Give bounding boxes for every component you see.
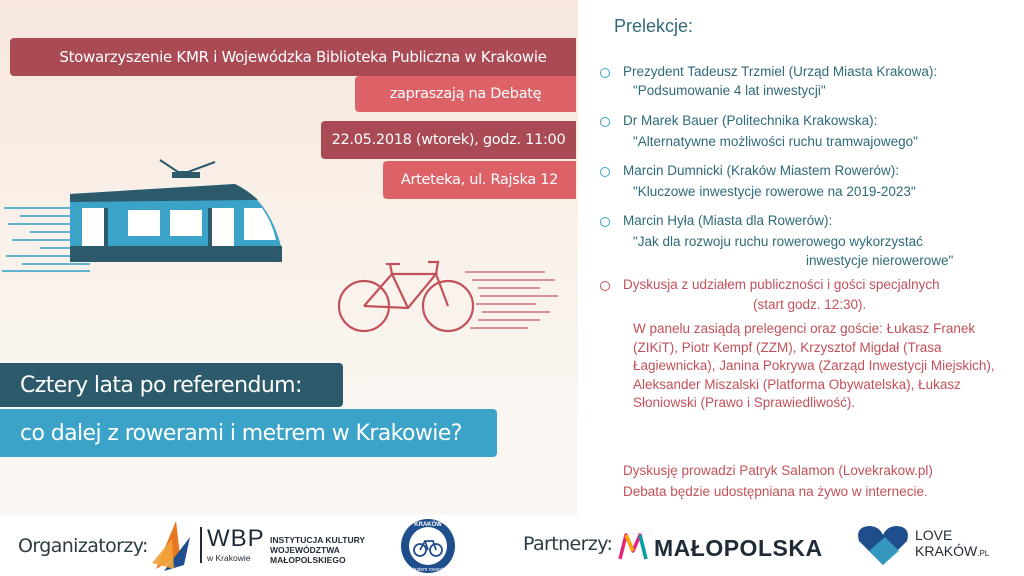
bullet-icon <box>600 117 610 127</box>
lovekrakow-line-1: LOVE <box>915 527 953 543</box>
kmr-bottom-text: miastem rowerów <box>408 567 448 573</box>
bullet-icon <box>600 167 610 177</box>
lovekrakow-suffix: .PL <box>977 549 990 558</box>
bullet-icon <box>600 68 610 78</box>
organizers-text: Stowarzyszenie KMR i Wojewódzka Biblioteka Publiczna w Krakowie <box>59 48 547 66</box>
lecture-speaker: Dr Marek Bauer (Politechnika Krakowska): <box>623 113 878 128</box>
question-line-2-text: co dalej z rowerami i metrem w Krakowie? <box>20 420 462 446</box>
invite-ribbon <box>355 76 576 112</box>
bullet-icon <box>600 217 610 227</box>
datetime-text: 22.05.2018 (wtorek), godz. 11:00 <box>331 132 566 148</box>
lovekrakow-line-2: KRAKÓW <box>915 543 978 559</box>
datetime-ribbon <box>321 121 576 159</box>
organizers-label: Organizatorzy: <box>18 535 148 557</box>
moderator-info <box>623 460 1023 502</box>
question-line-2 <box>0 409 497 457</box>
footer <box>0 515 1024 576</box>
discussion-line-2: (start godz. 12:30). <box>753 297 867 312</box>
organizers-ribbon <box>10 38 576 76</box>
bicycle-icon <box>300 250 560 340</box>
lecture-topic: "Kluczowe inwestycje rowerowe na 2019-2023" <box>633 184 916 199</box>
institution-text <box>270 535 365 565</box>
bullet-icon <box>600 281 610 291</box>
panel-guests: W panelu zasiądą prelegenci oraz goście: Łukasz Franek (ZIKiT), Piotr Kempf (ZZM), Krzysztof Migdał (Trasa Łagiewnicka), Janina Pokrywa (Zarząd Inwestycji Miejskich), Aleksander Miszalski (Platforma Obywatelska), Łukasz Słoniowski (Prawo i Sprawiedliwość). <box>633 321 995 410</box>
wbp-name: WBP <box>207 525 265 552</box>
question-line-1 <box>0 363 343 407</box>
place-ribbon <box>383 161 576 199</box>
lectures-title: Prelekcje: <box>614 16 694 36</box>
invite-text: zapraszają na Debatę <box>389 86 542 102</box>
tram-icon <box>0 150 290 280</box>
stream-text: Debata będzie udostępniana na żywo w internecie. <box>623 484 928 499</box>
lecture-topic: "Alternatywne możliwości ruchu tramwajowego" <box>633 134 918 149</box>
lecture-speaker: Prezydent Tadeusz Trzmiel (Urząd Miasta Krakowa): <box>623 64 938 79</box>
institution-line-1: INSTYTUCJA KULTURY <box>270 535 366 545</box>
lovekrakow-logo <box>855 521 1015 571</box>
wbp-logo <box>150 519 370 575</box>
malopolska-text: MAŁOPOLSKA <box>654 535 823 561</box>
moderator-text: Dyskusję prowadzi Patryk Salamon (Lovekrakow.pl) <box>623 463 933 478</box>
institution-line-3: MAŁOPOLSKIEGO <box>270 555 346 565</box>
malopolska-logo <box>618 529 833 565</box>
partners-label: Partnerzy: <box>523 533 613 555</box>
kmr-logo <box>400 518 456 574</box>
institution-line-2: WOJEWÓDZTWA <box>270 545 340 555</box>
place-text: Arteteka, ul. Rajska 12 <box>400 172 559 188</box>
discussion-line-1: Dyskusja z udziałem publiczności i gości specjalnych <box>623 277 940 292</box>
lecture-topic: "Podsumowanie 4 lat inwestycji" <box>633 83 826 98</box>
lecture-speaker: Marcin Dumnicki (Kraków Miastem Rowerów): <box>623 163 900 178</box>
kmr-top-text: KRAKÓW <box>414 522 442 528</box>
lecture-topic-continued: inwestycje nierowerowe" <box>806 253 954 268</box>
wbp-sub: w Krakowie <box>207 553 251 563</box>
question-line-1-text: Cztery lata po referendum: <box>20 372 302 398</box>
lovekrakow-text <box>915 527 989 562</box>
lecture-speaker: Marcin Hyła (Miasta dla Rowerów): <box>623 213 833 228</box>
lectures-panel <box>598 0 1024 515</box>
lecture-topic: "Jak dla rozwoju ruchu rowerowego wykorzystać <box>633 234 923 249</box>
